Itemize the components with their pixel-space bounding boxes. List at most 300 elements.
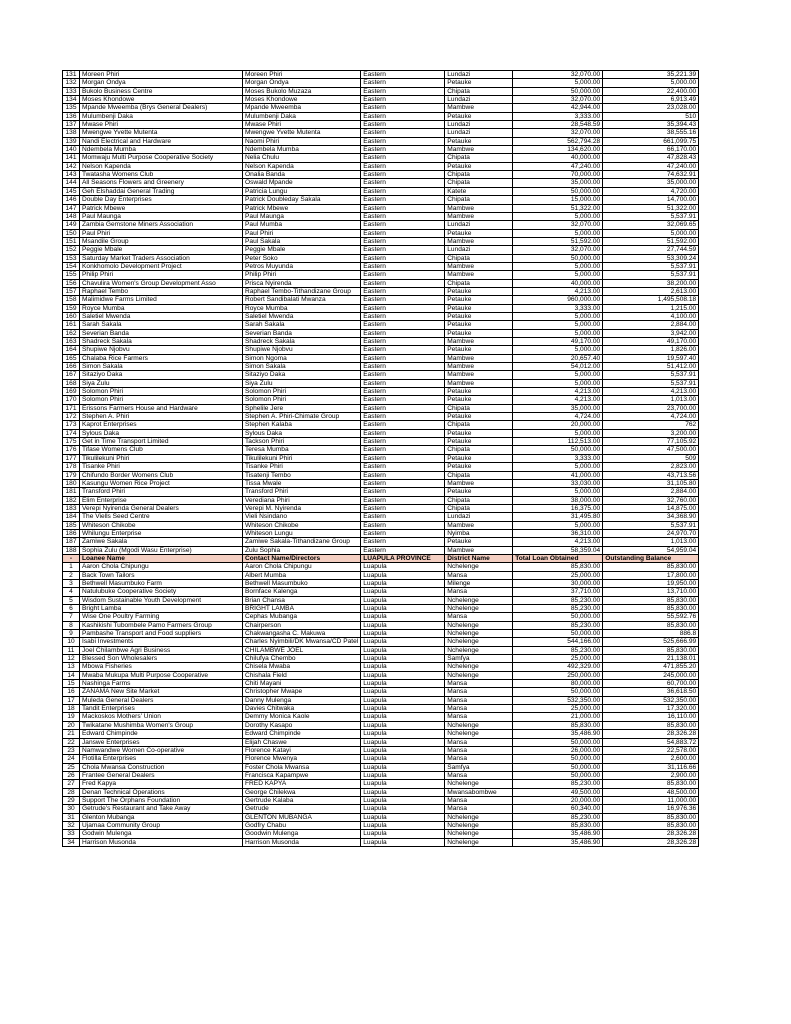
loanee-name-cell: Moreen Phiri [80,71,243,79]
outstanding-balance-cell: 3,942.00 [603,329,699,337]
loanee-name-cell: Glenton Mubanga [80,813,243,821]
contact-name-cell: Oswald Mpande [243,179,361,187]
district-cell: Mambwe [445,146,513,154]
loanee-name-cell: Severian Banda [80,329,243,337]
header-outstanding: Outstanding Balance [603,554,699,562]
province-cell: Eastern [361,87,445,95]
total-loan-cell: 5,000.00 [513,346,603,354]
loanee-name-cell: Blessed Son Wholesalers [80,655,243,663]
contact-name-cell: Goodwin Mulenga [243,830,361,838]
table-row [63,429,699,437]
outstanding-balance-cell: 48,500.00 [603,788,699,796]
district-cell: Lundazi [445,221,513,229]
outstanding-balance-cell: 21,138.01 [603,655,699,663]
table-row [63,354,699,362]
row-number-cell: 167 [63,371,80,379]
contact-name-cell: Stephen A. Phiri-Chimate Group [243,413,361,421]
row-number-cell: 188 [63,546,80,554]
contact-name-cell: Patricia Lungu [243,187,361,195]
total-loan-cell: 50,000.00 [513,771,603,779]
district-cell: Petauke [445,79,513,87]
district-cell: Nchelenge [445,563,513,571]
row-number-cell: 162 [63,329,80,337]
total-loan-cell: 5,000.00 [513,488,603,496]
total-loan-cell: 21,000.00 [513,713,603,721]
district-cell: Nchelenge [445,621,513,629]
province-cell: Eastern [361,471,445,479]
province-cell: Luapula [361,588,445,596]
outstanding-balance-cell: 6,913.49 [603,96,699,104]
total-loan-cell: 5,000.00 [513,463,603,471]
outstanding-balance-cell: 886.8 [603,630,699,638]
table-row [63,696,699,704]
row-number-cell: 170 [63,396,80,404]
outstanding-balance-cell: 510 [603,112,699,120]
outstanding-balance-cell: 19,597.40 [603,354,699,362]
total-loan-cell: 25,000.00 [513,705,603,713]
contact-name-cell: Chiti Mayani [243,680,361,688]
outstanding-balance-cell: 28,326.28 [603,838,699,846]
province-cell: Luapula [361,763,445,771]
row-number-cell: 133 [63,87,80,95]
loanee-name-cell: Msandile Group [80,237,243,245]
contact-name-cell: Edward Chimpinde [243,730,361,738]
district-cell: Mansa [445,805,513,813]
table-row [63,471,699,479]
loanee-name-cell: Joel Chilambwe Agri Business [80,646,243,654]
table-row [63,104,699,112]
total-loan-cell: 30,000.00 [513,579,603,587]
contact-name-cell: Severian Banda [243,329,361,337]
district-cell: Mambwe [445,338,513,346]
district-cell: Nchelenge [445,638,513,646]
loanee-name-cell: Konkhomolo Development Project [80,262,243,270]
loanee-name-cell: Chola Mwansa Construction [80,763,243,771]
loanee-name-cell: Mwaba Mukupa Multi Purpose Cooperative [80,671,243,679]
total-loan-cell: 85,230.00 [513,646,603,654]
province-cell: Eastern [361,221,445,229]
province-cell: Eastern [361,171,445,179]
total-loan-cell: 134,620.00 [513,146,603,154]
loanee-name-cell: Kasungu Women Rice Project [80,479,243,487]
province-cell: Eastern [361,112,445,120]
total-loan-cell: 35,000.00 [513,404,603,412]
province-cell: Eastern [361,413,445,421]
row-number-cell: 132 [63,79,80,87]
province-cell: Eastern [361,354,445,362]
total-loan-cell: 3,333.00 [513,304,603,312]
total-loan-cell: 5,000.00 [513,429,603,437]
row-number-cell: 144 [63,179,80,187]
province-cell: Luapula [361,771,445,779]
total-loan-cell: 5,000.00 [513,312,603,320]
loanee-name-cell: Aaron Chola Chipungu [80,563,243,571]
row-number-cell: 131 [63,71,80,79]
total-loan-cell: 562,794.28 [513,137,603,145]
district-cell: Chipata [445,421,513,429]
loanee-name-cell: Sylous Daka [80,429,243,437]
table-row [63,513,699,521]
outstanding-balance-cell: 532,350.00 [603,696,699,704]
loanee-name-cell: Getrude's Restaurant and Take Away [80,805,243,813]
district-cell: Petauke [445,304,513,312]
total-loan-cell: 31,495.80 [513,513,603,521]
outstanding-balance-cell: 85,830.00 [603,621,699,629]
contact-name-cell: Tissa Mwale [243,479,361,487]
row-number-cell: 163 [63,338,80,346]
district-cell: Mansa [445,571,513,579]
outstanding-balance-cell: 5,537.91 [603,271,699,279]
row-number-cell: 175 [63,438,80,446]
contact-name-cell: Sitaziyo Daka [243,371,361,379]
luapula-header [63,554,699,562]
contact-name-cell: Francisca Kapampwe [243,771,361,779]
district-cell: Milenge [445,579,513,587]
outstanding-balance-cell: 53,309.24 [603,254,699,262]
province-cell: Luapula [361,663,445,671]
district-cell: Nchelenge [445,730,513,738]
contact-name-cell: Florence Mwenya [243,755,361,763]
table-row [63,71,699,79]
row-number-cell: 1 [63,563,80,571]
province-cell: Eastern [361,162,445,170]
province-cell: Luapula [361,638,445,646]
province-cell: Eastern [361,346,445,354]
outstanding-balance-cell: 36,618.50 [603,688,699,696]
outstanding-balance-cell: 47,828.43 [603,154,699,162]
contact-name-cell: Vieli Nsindano [243,513,361,521]
outstanding-balance-cell: 2,884.00 [603,321,699,329]
total-loan-cell: 58,359.04 [513,546,603,554]
row-number-cell: 143 [63,171,80,179]
table-row [63,521,699,529]
row-number-cell: 182 [63,496,80,504]
loanee-name-cell: Zamiwe Sakala [80,538,243,546]
total-loan-cell: 5,000.00 [513,521,603,529]
contact-name-cell: Nelson Kapenda [243,162,361,170]
province-cell: Eastern [361,538,445,546]
table-row [63,413,699,421]
total-loan-cell: 28,548.59 [513,121,603,129]
contact-name-cell: Shadreck Sakala [243,338,361,346]
row-number-cell: 171 [63,404,80,412]
province-cell: Luapula [361,621,445,629]
outstanding-balance-cell: 2,613.00 [603,287,699,295]
outstanding-balance-cell: 74,632.91 [603,171,699,179]
contact-name-cell: Simon Ngoma [243,354,361,362]
province-cell: Eastern [361,379,445,387]
province-cell: Eastern [361,296,445,304]
contact-name-cell: Chisela Mwaba [243,663,361,671]
outstanding-balance-cell: 19,950.00 [603,579,699,587]
district-cell: Mansa [445,613,513,621]
province-cell: Eastern [361,463,445,471]
outstanding-balance-cell: 2,884.00 [603,488,699,496]
district-cell: Nchelenge [445,663,513,671]
loanee-name-cell: Whilungu Enterprise [80,529,243,537]
contact-name-cell: Teresa Mumba [243,446,361,454]
total-loan-cell: 36,310.00 [513,529,603,537]
total-loan-cell: 85,830.00 [513,721,603,729]
loanee-name-cell: Nelson Kapenda [80,162,243,170]
table-row [63,713,699,721]
province-cell: Eastern [361,488,445,496]
contact-name-cell: Paul Maunga [243,212,361,220]
row-number-cell: 148 [63,212,80,220]
row-number-cell: 146 [63,196,80,204]
row-number-cell: 173 [63,421,80,429]
total-loan-cell: 49,170.00 [513,338,603,346]
outstanding-balance-cell: 85,830.00 [603,646,699,654]
loanee-name-cell: Verepi Nyirenda General Dealers [80,504,243,512]
district-cell: Mansa [445,771,513,779]
total-loan-cell: 50,000.00 [513,187,603,195]
district-cell: Mambwe [445,204,513,212]
loanee-name-cell: Twatasha Womens Club [80,171,243,179]
province-cell: Eastern [361,371,445,379]
row-number-cell: 152 [63,246,80,254]
loanee-name-cell: Mbowa Fisheries [80,663,243,671]
outstanding-balance-cell: 35,000.00 [603,179,699,187]
loanee-name-cell: The Viells Seed Centre [80,513,243,521]
total-loan-cell: 16,375.00 [513,504,603,512]
total-loan-cell: 20,000.00 [513,796,603,804]
province-cell: Luapula [361,596,445,604]
table-row [63,371,699,379]
district-cell: Petauke [445,296,513,304]
table-row [63,121,699,129]
table-row [63,421,699,429]
table-row [63,146,699,154]
contact-name-cell: Stephen Kalaba [243,421,361,429]
contact-name-cell: Getrude [243,805,361,813]
contact-name-cell: Onalia Banda [243,171,361,179]
loanee-name-cell: Bright Lamba [80,605,243,613]
outstanding-balance-cell: 16,110.00 [603,713,699,721]
row-number-cell: 166 [63,363,80,371]
table-row [63,162,699,170]
contact-name-cell: Shupiwe Njobvu [243,346,361,354]
outstanding-balance-cell: 51,412.00 [603,363,699,371]
province-cell: Eastern [361,179,445,187]
loan-table [62,70,699,847]
outstanding-balance-cell: 17,800.00 [603,571,699,579]
table-row [63,137,699,145]
table-row [63,796,699,804]
contact-name-cell: Whiteson Lungu [243,529,361,537]
table-row [63,705,699,713]
district-cell: Petauke [445,137,513,145]
total-loan-cell: 50,000.00 [513,755,603,763]
total-loan-cell: 40,000.00 [513,279,603,287]
province-cell: Eastern [361,479,445,487]
loanee-name-cell: Bukolo Business Centre [80,87,243,95]
loanee-name-cell: Muleda General Dealers [80,696,243,704]
province-cell: Eastern [361,446,445,454]
province-cell: Eastern [361,187,445,195]
table-row [63,388,699,396]
outstanding-balance-cell: 1,013.00 [603,538,699,546]
row-number-cell: 139 [63,137,80,145]
contact-name-cell: Foster Chola Mwansa [243,763,361,771]
contact-name-cell: Moses Bukolo Muzaza [243,87,361,95]
outstanding-balance-cell: 24,970.70 [603,529,699,537]
table-row [63,212,699,220]
loanee-name-cell: Momwaju Multi Purpose Cooperative Society [80,154,243,162]
loanee-name-cell: Mulumbenji Daka [80,112,243,120]
province-cell: Luapula [361,805,445,813]
loanee-name-cell: ZANAMA New Site Market [80,688,243,696]
contact-name-cell: Peggie Mbale [243,246,361,254]
province-cell: Eastern [361,321,445,329]
outstanding-balance-cell: 14,875.00 [603,504,699,512]
district-cell: Mambwe [445,212,513,220]
district-cell: Mambwe [445,104,513,112]
table-row [63,688,699,696]
total-loan-cell: 5,000.00 [513,321,603,329]
table-row [63,546,699,554]
row-number-cell: 136 [63,112,80,120]
total-loan-cell: 5,000.00 [513,379,603,387]
row-number-cell: 6 [63,605,80,613]
total-loan-cell: 51,322.00 [513,204,603,212]
row-number-cell: 154 [63,262,80,270]
loanee-name-cell: Raphael Tembo [80,287,243,295]
table-row [63,379,699,387]
province-cell: Eastern [361,529,445,537]
outstanding-balance-cell: 85,830.00 [603,780,699,788]
district-cell: Nchelenge [445,646,513,654]
outstanding-balance-cell: 51,322.00 [603,204,699,212]
contact-name-cell: Demmy Monica Kaole [243,713,361,721]
luapula-rows [63,563,699,847]
table-row [63,529,699,537]
district-cell: Petauke [445,429,513,437]
outstanding-balance-cell: 43,713.56 [603,471,699,479]
table-row [63,446,699,454]
province-cell: Luapula [361,821,445,829]
row-number-cell: 20 [63,721,80,729]
contact-name-cell: Chairperson [243,621,361,629]
row-number-cell: 176 [63,446,80,454]
district-cell: Mansa [445,713,513,721]
loanee-name-cell: Shadreck Sakala [80,338,243,346]
total-loan-cell: 85,830.00 [513,563,603,571]
loanee-name-cell: Janswe Enterprises [80,738,243,746]
row-number-cell: 161 [63,321,80,329]
loanee-name-cell: Solomon Phiri [80,396,243,404]
district-cell: Chipata [445,254,513,262]
contact-name-cell: Transford Phiri [243,488,361,496]
table-row [63,454,699,462]
row-number-cell: 158 [63,296,80,304]
contact-name-cell: Simon Sakala [243,363,361,371]
district-cell: Mansa [445,746,513,754]
total-loan-cell: 4,213.00 [513,287,603,295]
province-cell: Eastern [361,246,445,254]
contact-name-cell: Aaron Chola Chipungu [243,563,361,571]
total-loan-cell: 70,000.00 [513,171,603,179]
loanee-name-cell: Natulubuke Cooperative Society [80,588,243,596]
table-row [63,221,699,229]
district-cell: Petauke [445,413,513,421]
outstanding-balance-cell: 49,170.00 [603,338,699,346]
district-cell: Lundazi [445,246,513,254]
province-cell: Eastern [361,196,445,204]
row-number-cell: 168 [63,379,80,387]
contact-name-cell: Tisatenji Tembo [243,471,361,479]
contact-name-cell: Bornface Kalenga [243,588,361,596]
loanee-name-cell: Edward Chimpinde [80,730,243,738]
province-cell: Eastern [361,254,445,262]
row-number-cell: 22 [63,738,80,746]
province-cell: Eastern [361,388,445,396]
row-number-cell: 28 [63,788,80,796]
loanee-name-cell: Tikulilekuni Phiri [80,454,243,462]
outstanding-balance-cell: 5,537.91 [603,371,699,379]
total-loan-cell: 26,000.00 [513,746,603,754]
row-number-cell: 34 [63,838,80,846]
row-number-cell: 16 [63,688,80,696]
outstanding-balance-cell: 4,213.00 [603,388,699,396]
loanee-name-cell: Godwin Mulenga [80,830,243,838]
total-loan-cell: 50,000.00 [513,688,603,696]
district-cell: Mambwe [445,363,513,371]
contact-name-cell: Elijah Chaswe [243,738,361,746]
table-row [63,346,699,354]
total-loan-cell: 4,213.00 [513,396,603,404]
outstanding-balance-cell: 85,830.00 [603,605,699,613]
contact-name-cell: Christopher Mwape [243,688,361,696]
total-loan-cell: 85,230.00 [513,621,603,629]
row-number-cell: 179 [63,471,80,479]
loanee-name-cell: Ujamaa Community Group [80,821,243,829]
district-cell: Chipata [445,404,513,412]
district-cell: Mansa [445,696,513,704]
province-cell: Eastern [361,496,445,504]
loanee-name-cell: Stephen A. Phiri [80,413,243,421]
total-loan-cell: 5,000.00 [513,371,603,379]
table-row [63,271,699,279]
outstanding-balance-cell: 55,592.76 [603,613,699,621]
total-loan-cell: 32,070.00 [513,129,603,137]
contact-name-cell: Moreen Phiri [243,71,361,79]
contact-name-cell: Patrick Doubleday Sakala [243,196,361,204]
table-row [63,279,699,287]
table-row [63,321,699,329]
contact-name-cell: Nelia Chulu [243,154,361,162]
table-row [63,805,699,813]
row-number-cell: 184 [63,513,80,521]
province-cell: Eastern [361,329,445,337]
district-cell: Petauke [445,388,513,396]
province-cell: Eastern [361,204,445,212]
province-cell: Luapula [361,713,445,721]
row-number-cell: 145 [63,187,80,195]
table-row [63,671,699,679]
district-cell: Chipata [445,279,513,287]
outstanding-balance-cell: 85,830.00 [603,821,699,829]
row-number-cell: 159 [63,304,80,312]
contact-name-cell: George Chilekwa [243,788,361,796]
table-row [63,663,699,671]
loanee-name-cell: Namwandwe Women Co-operative [80,746,243,754]
outstanding-balance-cell: 5,537.91 [603,521,699,529]
loanee-name-cell: Patrick Mbewe [80,204,243,212]
outstanding-balance-cell: 4,724.00 [603,413,699,421]
total-loan-cell: 42,944.00 [513,104,603,112]
row-number-cell: 157 [63,287,80,295]
